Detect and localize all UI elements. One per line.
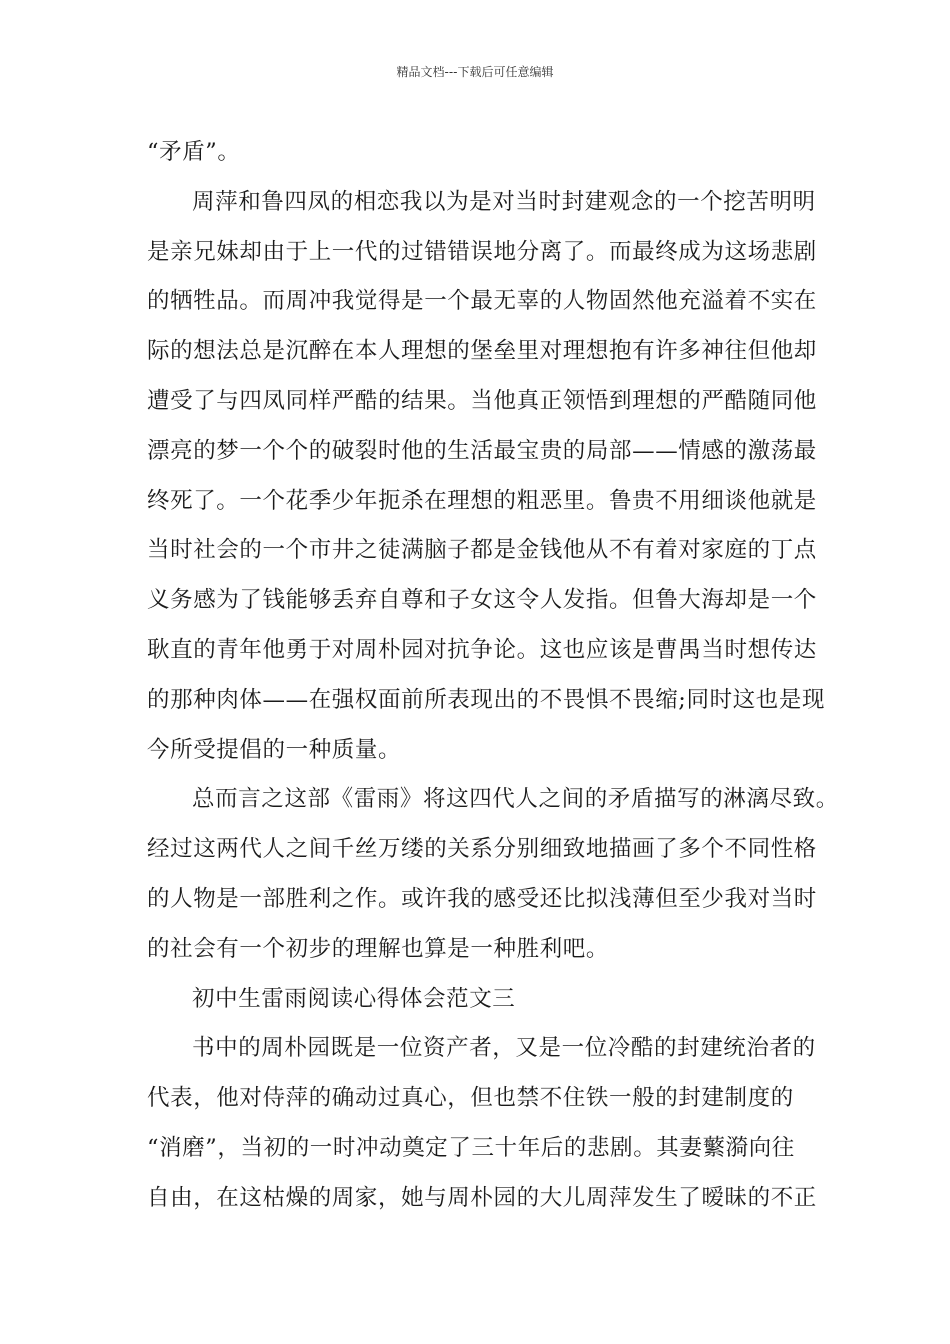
- text-line-21: “消磨”，当初的一时冲动奠定了三十年后的悲剧。其妻蘩漪向往: [147, 1134, 795, 1161]
- text-line-11: 耿直的青年他勇于对周朴园对抗争论。这也应该是曹禺当时想传达: [147, 636, 817, 663]
- text-line-13: 今所受提倡的一种质量。: [147, 736, 402, 763]
- text-line-4: 的牺牲品。而周冲我觉得是一个最无辜的人物固然他充溢着不实在: [147, 288, 817, 315]
- text-line-22: 自由，在这枯燥的周家，她与周朴园的大儿周萍发生了暧昧的不正: [147, 1184, 817, 1211]
- text-line-20: 代表，他对侍萍的确动过真心，但也禁不住铁一般的封建制度的: [147, 1085, 794, 1112]
- text-line-14: 总而言之这部《雷雨》将这四代人之间的矛盾描写的淋漓尽致。: [192, 786, 839, 813]
- text-line-16: 的人物是一部胜利之作。或许我的感受还比拟浅薄但至少我对当时: [147, 885, 817, 912]
- text-line-6: 遭受了与四凤同样严酷的结果。当他真正领悟到理想的严酷随同他: [147, 387, 817, 414]
- page-header: 精品文档---下载后可任意编辑: [396, 65, 554, 79]
- text-line-17: 的社会有一个初步的理解也算是一种胜利吧。: [147, 935, 610, 962]
- text-line-7: 漂亮的梦一个个的破裂时他的生活最宝贵的局部——情感的激荡最: [147, 437, 817, 464]
- text-line-12: 的那种肉体——在强权面前所表现出的不畏惧不畏缩;同时这也是现: [147, 686, 826, 713]
- text-line-3: 是亲兄妹却由于上一代的过错错误地分离了。而最终成为这场悲剧: [147, 238, 817, 265]
- text-line-15: 经过这两代人之间千丝万缕的关系分别细致地描画了多个不同性格: [147, 836, 817, 863]
- text-line-10: 义务感为了钱能够丢弃自尊和子女这令人发指。但鲁大海却是一个: [147, 587, 817, 614]
- text-line-2: 周萍和鲁四凤的相恋我以为是对当时封建观念的一个挖苦明明: [192, 188, 816, 215]
- section-heading: 初中生雷雨阅读心得体会范文三: [192, 985, 516, 1012]
- text-line-5: 际的想法总是沉醉在本人理想的堡垒里对理想抱有许多神往但他却: [147, 338, 817, 365]
- text-line-8: 终死了。一个花季少年扼杀在理想的粗恶里。鲁贵不用细谈他就是: [147, 487, 817, 514]
- text-line-9: 当时社会的一个市井之徒满脑子都是金钱他从不有着对家庭的丁点: [147, 537, 817, 564]
- text-line-1: “矛盾”。: [147, 139, 241, 165]
- document-body: [147, 128, 839, 1224]
- text-line-19: 书中的周朴园既是一位资产者，又是一位冷酷的封建统治者的: [192, 1035, 816, 1062]
